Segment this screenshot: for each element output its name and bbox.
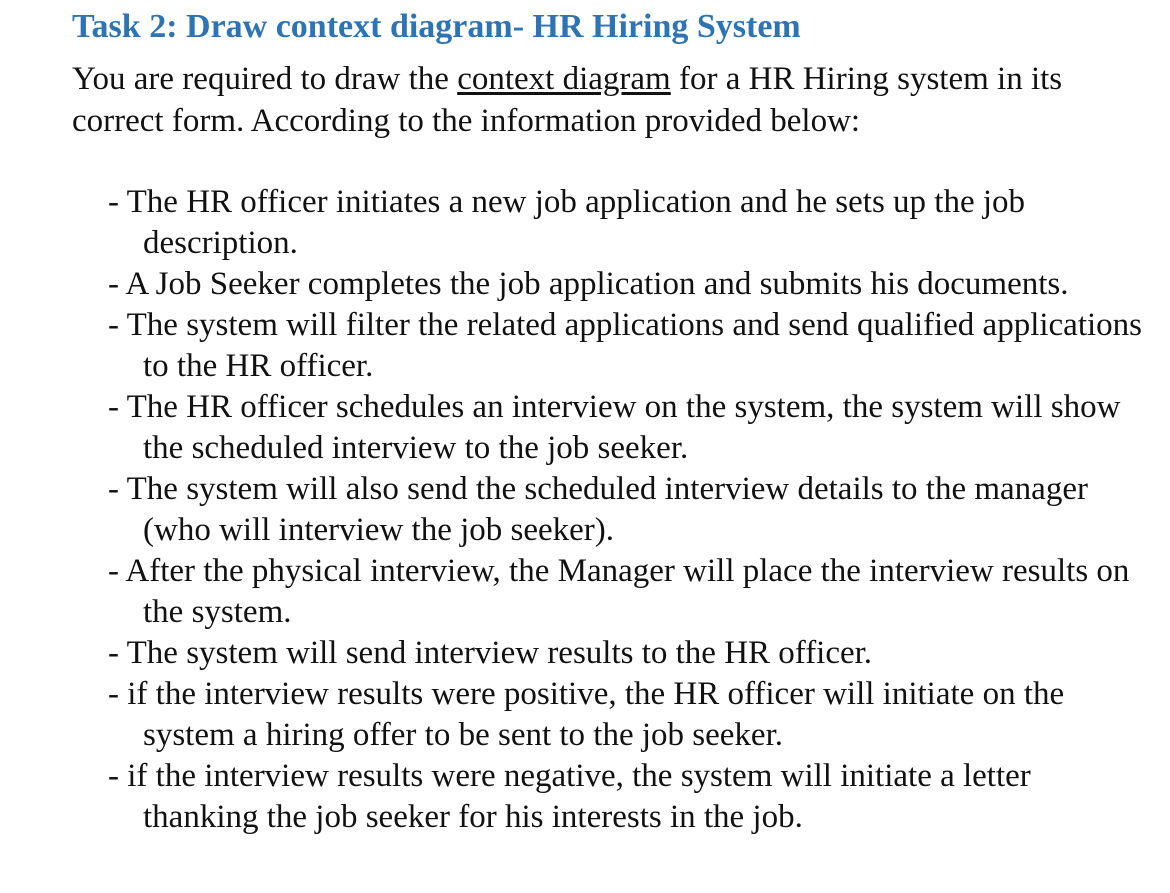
requirement-item: - After the physical interview, the Manager will place the interview results on the system. bbox=[108, 553, 1130, 630]
requirement-item: - The system will filter the related applications and send qualified applications to the HR officer. bbox=[108, 307, 1143, 384]
intro-text-end: for a HR Hiring system in its correct form. According to the information provided below: bbox=[72, 61, 1063, 139]
task-title: Task 2: Draw context diagram- HR Hiring System bbox=[72, 8, 801, 45]
requirement-item: - if the interview results were positive, the HR officer will initiate on the system a hiring offer to be sent to the job seeker. bbox=[108, 676, 1065, 753]
intro-text-start: You are required to draw the bbox=[72, 61, 458, 97]
requirement-item: - The system will send interview results to the HR officer. bbox=[108, 635, 873, 671]
requirement-item: - The system will also send the scheduled interview details to the manager (who will interview the job seeker). bbox=[108, 471, 1088, 548]
requirement-item: - if the interview results were negative, the system will initiate a letter thanking the job seeker for his interests in the job. bbox=[108, 758, 1031, 835]
requirements-list bbox=[108, 182, 1148, 838]
requirement-item: - A Job Seeker completes the job application and submits his documents. bbox=[108, 266, 1069, 302]
requirement-item: - The HR officer initiates a new job application and he sets up the job description. bbox=[108, 184, 1026, 261]
intro-underlined-term: context diagram bbox=[457, 61, 671, 97]
requirement-item: - The HR officer schedules an interview on the system, the system will show the scheduled interview to the job seeker. bbox=[108, 389, 1121, 466]
intro-paragraph bbox=[72, 58, 1132, 142]
